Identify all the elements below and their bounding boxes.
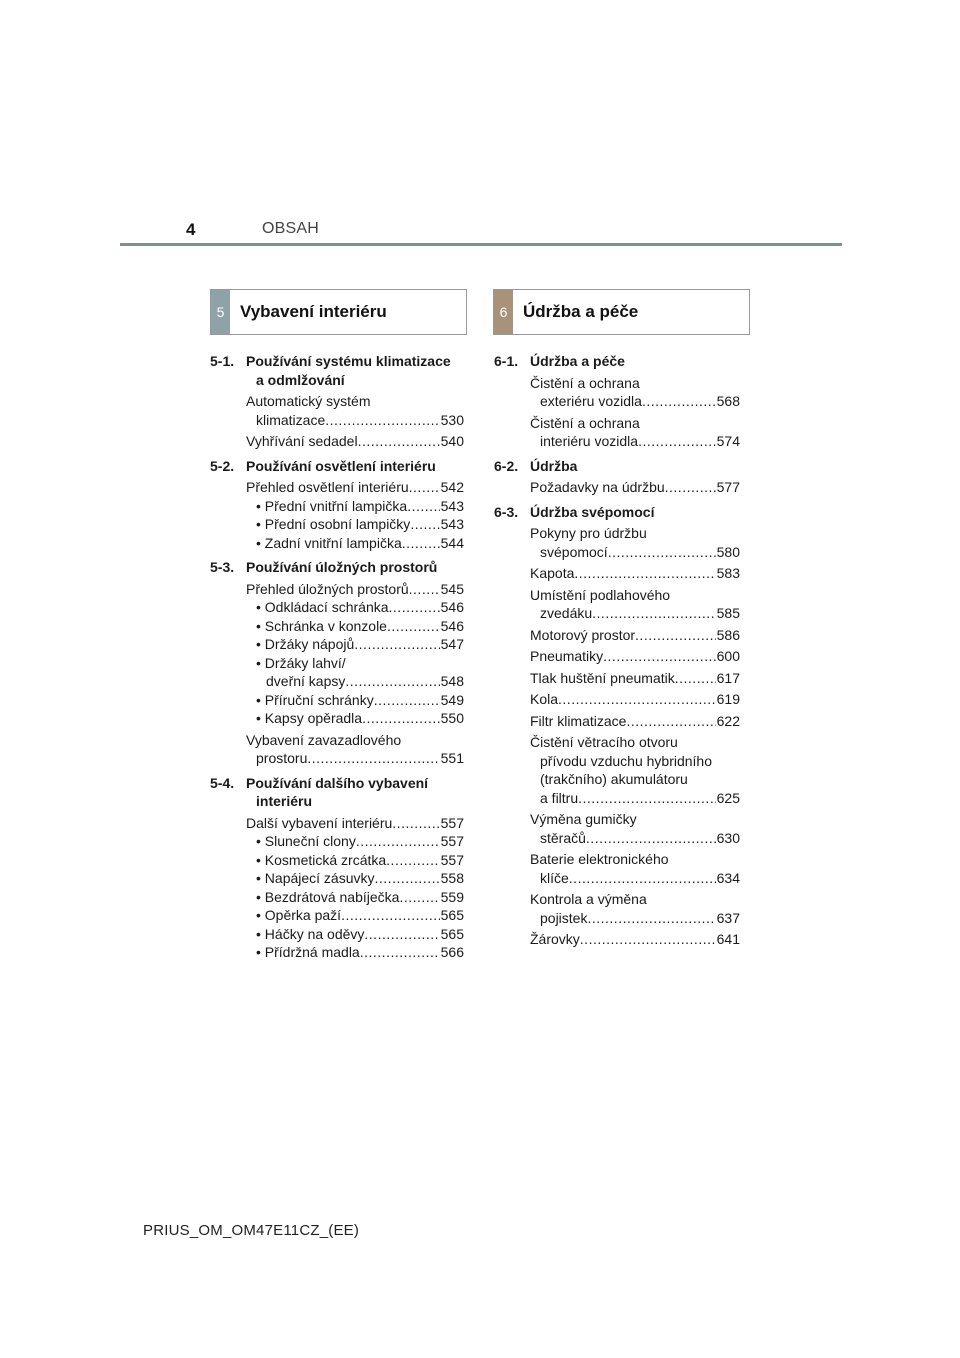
entry-page-number: 617 [716, 669, 740, 686]
entry-text: Žárovky [530, 931, 580, 947]
entry-page-number: 543 [440, 497, 464, 514]
toc-entry[interactable] [530, 586, 740, 623]
toc-entry[interactable] [530, 669, 740, 688]
entry-page-number: 622 [716, 712, 740, 729]
entry-row [256, 534, 464, 553]
entry-page-number: 580 [716, 543, 740, 560]
dot-leader [587, 909, 715, 928]
section-title-line: Používání dalšího vybavení [246, 774, 429, 791]
entry-row [530, 392, 740, 411]
entry-page-number: 550 [440, 710, 464, 726]
section-title-line: Údržba [530, 457, 578, 474]
toc-entry[interactable] [256, 534, 464, 553]
chapter-5-box [210, 289, 467, 335]
entry-page-number: 547 [440, 636, 464, 652]
entry-text: svépomocí [540, 543, 608, 560]
entry-row [256, 869, 464, 888]
entry-text-line: Automatický systém [246, 393, 371, 409]
entry-page-number: 634 [716, 869, 740, 886]
toc-entry[interactable] [256, 709, 464, 728]
entry-page-number: 600 [716, 648, 740, 664]
section-title [210, 352, 464, 389]
toc-entry[interactable] [256, 869, 464, 888]
dot-leader [580, 930, 716, 949]
section-title-line: interiéru [256, 793, 313, 809]
section-title [494, 503, 740, 522]
toc-section [210, 457, 464, 553]
entry-text: stěračů [540, 829, 586, 846]
entry-row [530, 543, 740, 562]
entry-text: • Přední vnitřní lampička [256, 497, 408, 514]
entry-page-number: 542 [440, 479, 464, 495]
entry-page-number: 577 [716, 479, 740, 495]
entry-page-number: 530 [440, 411, 464, 428]
entry-text: • Přední osobní lampičky [256, 516, 411, 532]
dot-leader [409, 478, 440, 497]
entry-row [530, 930, 740, 949]
entry-text-line: Čistění a ochrana [530, 374, 640, 391]
entry-row [246, 432, 464, 451]
toc-entry[interactable] [256, 851, 464, 870]
toc-section [210, 774, 464, 962]
toc-section [210, 352, 464, 451]
entry-page-number: 548 [440, 673, 464, 689]
dot-leader [586, 829, 716, 848]
entry-row [256, 888, 464, 907]
toc-entry[interactable] [530, 374, 740, 411]
toc-entry[interactable] [530, 810, 740, 847]
entry-page-number: 637 [716, 909, 740, 926]
entry-page-number: 557 [440, 833, 464, 849]
toc-entry[interactable] [256, 943, 464, 962]
entry-row [530, 432, 740, 451]
entry-text: exteriéru vozidla [540, 393, 642, 409]
dot-leader [392, 814, 439, 833]
dot-leader [362, 709, 440, 728]
entry-text-line: Výměna gumičky [530, 811, 637, 827]
entry-text: • Přídržná madla [256, 944, 360, 960]
entry-row [530, 647, 740, 666]
toc-entry[interactable] [256, 635, 464, 654]
section-title-line: a odmlžování [256, 371, 345, 388]
entry-page-number: 557 [440, 814, 464, 831]
toc-entry[interactable] [256, 515, 464, 534]
entry-page-number: 551 [440, 750, 464, 766]
entry-page-number: 619 [716, 691, 740, 707]
entry-text: klimatizace [256, 411, 326, 428]
entry-row [256, 832, 464, 851]
dot-leader [409, 580, 440, 599]
entry-page-number: 544 [440, 534, 464, 551]
dot-leader [638, 432, 716, 451]
document-code: PRIUS_OM_OM47E11CZ_(EE) [143, 1222, 360, 1239]
dot-leader [592, 604, 715, 623]
entry-text: Pneumatiky [530, 648, 604, 664]
section-number: 6-2. [494, 457, 519, 474]
toc-section [494, 503, 740, 949]
entry-page-number: 574 [716, 433, 740, 449]
entry-row [246, 814, 464, 833]
toc-entry[interactable] [530, 647, 740, 666]
chapter-6-title: Údržba a péče [523, 302, 639, 321]
dot-leader [374, 691, 440, 710]
entry-page-number: 546 [440, 599, 464, 615]
dot-leader [364, 925, 439, 944]
entry-text: Vyhřívání sedadel [246, 433, 358, 449]
entry-text-line: • Držáky lahví/ [256, 654, 346, 671]
dot-leader [360, 943, 440, 962]
entry-text: • Kapsy opěradla [256, 710, 363, 726]
entry-text-line: Čistění větracího otvoru [530, 734, 678, 750]
entry-text: Filtr klimatizace [530, 712, 627, 729]
toc-entry[interactable] [530, 930, 740, 949]
dot-leader [375, 869, 440, 888]
header-divider [120, 243, 842, 246]
entry-row [530, 604, 740, 623]
toc-entry[interactable] [530, 733, 740, 807]
toc-entry[interactable] [246, 392, 464, 429]
dot-leader [402, 534, 440, 553]
entry-text: dveřní kapsy [266, 673, 346, 689]
entry-row [530, 626, 740, 645]
dot-leader [569, 869, 716, 888]
entry-page-number: 543 [440, 516, 464, 532]
section-title [210, 774, 464, 811]
entry-text: a filtru [540, 789, 579, 806]
chapter-6-box [493, 289, 750, 335]
dot-leader [387, 617, 440, 636]
dot-leader [635, 626, 716, 645]
entry-text: • Odkládací schránka [256, 599, 389, 615]
entry-row [256, 515, 464, 534]
section-number: 6-3. [494, 503, 519, 520]
dot-leader [407, 497, 439, 516]
dot-leader [399, 888, 439, 907]
dot-leader [608, 543, 716, 562]
entry-text: Kola [530, 691, 559, 707]
dot-leader [389, 598, 440, 617]
section-title [210, 457, 464, 476]
entry-row [530, 669, 740, 688]
dot-leader [345, 672, 439, 691]
entry-row [256, 925, 464, 944]
entry-page-number: 559 [440, 888, 464, 905]
entry-row [256, 943, 464, 962]
entry-page-number: 549 [440, 691, 464, 708]
entry-text: • Schránka v konzole [256, 617, 387, 634]
dot-leader [578, 789, 716, 808]
toc-entry[interactable] [530, 850, 740, 887]
toc-entry[interactable] [530, 414, 740, 451]
entry-text: Kapota [530, 565, 575, 581]
entry-text-line: Kontrola a výměna [530, 891, 647, 907]
toc-entry[interactable] [256, 691, 464, 710]
section-number: 6-1. [494, 353, 519, 369]
entry-page-number: 565 [440, 925, 464, 942]
dot-leader [642, 392, 716, 411]
toc-entry[interactable] [530, 690, 740, 709]
toc-entry[interactable] [256, 925, 464, 944]
entry-row [256, 617, 464, 636]
entry-text: klíče [540, 869, 569, 886]
entry-text: prostoru [256, 750, 308, 766]
dot-leader [358, 432, 440, 451]
entry-page-number: 565 [440, 907, 464, 923]
entry-row [256, 635, 464, 654]
entry-row [246, 749, 464, 768]
entry-text: pojistek [540, 909, 588, 926]
section-number: 5-2. [210, 457, 235, 474]
entry-page-number: 630 [716, 829, 740, 846]
entry-row [530, 478, 740, 497]
entry-text: Motorový prostor [530, 626, 636, 643]
toc-entry[interactable] [256, 598, 464, 617]
entry-text: • Bezdrátová nabíječka [256, 888, 400, 905]
dot-leader [307, 749, 439, 768]
entry-text-line: Vybavení zavazadlového [246, 731, 402, 748]
entry-page-number: 557 [440, 851, 464, 868]
toc-entry[interactable] [530, 564, 740, 583]
dot-leader [410, 515, 439, 534]
entry-row [256, 497, 464, 516]
toc-entry[interactable] [256, 497, 464, 516]
entry-text: Přehled úložných prostorů [246, 580, 409, 597]
entry-text: Přehled osvětlení interiéru [246, 479, 409, 495]
toc-entry[interactable] [256, 888, 464, 907]
dot-leader [325, 411, 439, 430]
entry-page-number: 586 [716, 626, 740, 643]
entry-row [256, 906, 464, 925]
section-title [494, 352, 740, 371]
section-title [494, 457, 740, 476]
dot-leader [356, 832, 440, 851]
entry-page-number: 566 [440, 944, 464, 960]
toc-entry[interactable] [256, 654, 464, 691]
section-title [210, 558, 464, 577]
toc-entry[interactable] [246, 580, 464, 599]
section-title-line: Používání osvětlení interiéru [246, 457, 436, 474]
entry-row [256, 672, 464, 691]
page-header [120, 216, 842, 246]
dot-leader [626, 712, 715, 731]
entry-page-number: 585 [716, 605, 740, 621]
entry-text: Další vybavení interiéru [246, 814, 393, 831]
entry-row [530, 829, 740, 848]
toc-column-left [210, 352, 464, 962]
entry-text: • Zadní vnitřní lampička [256, 534, 402, 551]
entry-row [530, 712, 740, 731]
dot-leader [354, 635, 439, 654]
section-title-line: Používání systému klimatizace [246, 353, 451, 369]
section-number: 5-3. [210, 559, 235, 575]
dot-leader [675, 669, 716, 688]
entry-text-line: přívodu vzduchu hybridního [540, 752, 712, 769]
entry-page-number: 583 [716, 565, 740, 581]
dot-leader [665, 478, 716, 497]
entry-text: • Opěrka paží [256, 907, 342, 923]
toc-entry[interactable] [530, 712, 740, 731]
entry-text: • Držáky nápojů [256, 636, 355, 652]
toc-entry[interactable] [246, 731, 464, 768]
entry-page-number: 558 [440, 870, 464, 886]
entry-page-number: 540 [440, 433, 464, 449]
toc-section [494, 457, 740, 497]
section-title-line: Údržba a péče [530, 353, 625, 369]
entry-text-line: Baterie elektronického [530, 851, 669, 867]
entry-page-number: 641 [716, 931, 740, 947]
entry-page-number: 625 [716, 789, 740, 806]
toc-entry[interactable] [256, 617, 464, 636]
entry-text-line: Umístění podlahového [530, 586, 671, 603]
section-number: 5-4. [210, 774, 235, 791]
dot-leader [558, 690, 716, 709]
chapter-5-title: Vybavení interiéru [240, 302, 387, 321]
dot-leader [386, 851, 439, 870]
toc-section [210, 558, 464, 768]
toc-entry[interactable] [256, 832, 464, 851]
dot-leader [603, 647, 715, 666]
entry-text: zvedáku [540, 605, 593, 621]
page-number: 4 [186, 220, 196, 239]
entry-row [530, 564, 740, 583]
dot-leader [574, 564, 715, 583]
entry-text: • Sluneční clony [256, 833, 356, 849]
entry-row [530, 909, 740, 928]
toc-entry[interactable] [530, 524, 740, 561]
entry-row [246, 411, 464, 430]
entry-row [246, 580, 464, 599]
entry-text: interiéru vozidla [540, 433, 639, 449]
entry-row [246, 478, 464, 497]
entry-text: • Kosmetická zrcátka [256, 851, 387, 868]
entry-page-number: 568 [716, 393, 740, 409]
entry-text: • Napájecí zásuvky [256, 870, 375, 886]
chapter-6-number: 6 [494, 290, 513, 334]
toc-entry[interactable] [530, 626, 740, 645]
entry-text: • Příruční schránky [256, 691, 374, 708]
section-title: OBSAH [262, 220, 320, 237]
entry-page-number: 545 [440, 580, 464, 597]
entry-text-line: Pokyny pro údržbu [530, 525, 647, 541]
entry-text: Požadavky na údržbu [530, 479, 665, 495]
entry-row [530, 690, 740, 709]
section-title-line: Používání úložných prostorů [246, 559, 438, 575]
toc-entry[interactable] [246, 814, 464, 833]
entry-text: Tlak huštění pneumatik [530, 669, 675, 686]
toc-section [494, 352, 740, 451]
entry-page-number: 546 [440, 617, 464, 634]
toc-entry[interactable] [246, 432, 464, 451]
section-number: 5-1. [210, 353, 235, 369]
entry-row [256, 709, 464, 728]
entry-row [256, 851, 464, 870]
toc-entry[interactable] [256, 906, 464, 925]
toc-entry[interactable] [530, 478, 740, 497]
toc-entry[interactable] [530, 890, 740, 927]
chapter-5-number: 5 [211, 290, 230, 334]
entry-text-line: Čistění a ochrana [530, 414, 640, 431]
toc-column-right [494, 352, 740, 949]
toc-entry[interactable] [246, 478, 464, 497]
entry-row [530, 869, 740, 888]
entry-text-line: (trakčního) akumulátoru [540, 771, 688, 787]
entry-text: • Háčky na oděvy [256, 925, 365, 942]
entry-row [256, 598, 464, 617]
entry-row [530, 789, 740, 808]
entry-row [256, 691, 464, 710]
section-title-line: Údržba svépomocí [530, 503, 655, 520]
dot-leader [341, 906, 440, 925]
